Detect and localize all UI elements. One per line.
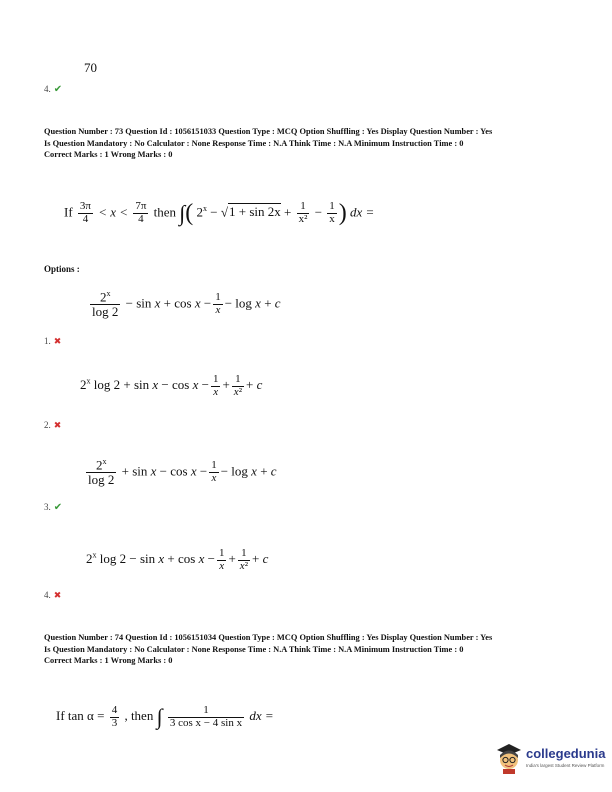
cross-icon: ✖: [53, 420, 62, 430]
option-number-label: 3.: [44, 502, 51, 512]
option-3-formula[interactable]: $\frac{2^x}{\log 2}$ + sin x − cos x − $\frac{1}{x}$ − log x + c: [88, 457, 277, 487]
numerator: 4: [111, 703, 118, 716]
superscript: x: [203, 204, 208, 214]
option-2-formula[interactable]: 2$^x$ log 2 + sin x − cos x − $\frac{1}{x}$ + $\frac{1}{\text{x²}}$ + c: [80, 373, 263, 398]
header-line: Question Number : 74 Question Id : 1056151034 Question Type : MCQ Option Shuffling : Yes Display Question Number : Yes: [44, 633, 493, 642]
fraction: [297, 201, 310, 225]
check-icon: ✔: [53, 502, 63, 513]
question-73-stem: [64, 200, 374, 227]
integral-sign: ∫: [179, 200, 186, 226]
stem-text: If: [64, 204, 73, 220]
numerator: 1: [297, 201, 310, 214]
option-number-label: 4.: [44, 84, 51, 94]
option-3-number: [44, 502, 62, 513]
fraction: [168, 705, 244, 729]
integral-sign: ∫: [156, 704, 163, 729]
logo-tagline: India's largest Student Review Platform: [526, 763, 605, 768]
page-number: 70: [84, 60, 97, 75]
fraction: $\frac{2^x}{\log 2}$: [92, 289, 119, 319]
option-4-formula[interactable]: 2$^x$ log 2 − sin x + cos x − $\frac{1}{x}$ + $\frac{1}{\text{x²}}$ + c: [86, 547, 269, 572]
check-icon: ✔: [53, 84, 63, 95]
option-1-formula[interactable]: $\frac{2^x}{\log 2}$ − sin x + cos x − $\frac{1}{x}$ − log x + c: [92, 289, 281, 319]
cross-icon: ✖: [53, 336, 62, 346]
denominator: 4: [82, 213, 89, 225]
cross-icon: ✖: [53, 590, 62, 600]
fraction: [133, 201, 148, 225]
stem-text: dx =: [249, 707, 274, 723]
question-74-stem: [56, 704, 274, 730]
fraction: $\frac{2^x}{\log 2}$: [88, 457, 115, 487]
question-74-header: [44, 632, 584, 667]
numerator: 7π: [135, 200, 147, 213]
option-4-number: [44, 590, 61, 601]
header-line: Question Number : 73 Question Id : 1056151033 Question Type : MCQ Option Shuffling : Yes Display Question Number : Yes: [44, 127, 493, 136]
stem-text: +: [284, 204, 292, 220]
fraction: [110, 705, 120, 729]
denominator: 4: [138, 213, 144, 225]
header-line: Is Question Mandatory : No Calculator : None Response Time : N.A Think Time : N.A Minimum Instruction Time : 0: [44, 644, 464, 654]
header-line: Correct Marks : 1 Wrong Marks : 0: [44, 150, 173, 160]
mascot-icon: [494, 742, 524, 774]
option-number-label: 1.: [44, 336, 51, 346]
denominator: 3 cos x − 4 sin x: [169, 716, 243, 729]
stem-text: dx =: [350, 204, 375, 220]
options-label: Options :: [44, 264, 80, 274]
stem-text: , then: [124, 707, 154, 723]
prev-option-number: [44, 84, 62, 95]
numerator: 1: [329, 200, 335, 213]
option-number-label: 4.: [44, 590, 51, 600]
fraction: [78, 201, 93, 225]
sqrt-body: 1 + sin 2x: [229, 204, 281, 220]
paren: ): [338, 200, 347, 226]
numerator: 1: [168, 705, 244, 718]
denominator: x²: [298, 213, 308, 225]
option-1-number: [44, 336, 61, 347]
fraction: [327, 201, 337, 225]
numerator: 3π: [79, 200, 91, 213]
header-line: Is Question Mandatory : No Calculator : None Response Time : N.A Think Time : N.A Minimum Instruction Time : 0: [44, 138, 464, 148]
stem-text: If tan α =: [56, 707, 105, 723]
option-number-label: 2.: [44, 420, 51, 430]
denominator: 3: [111, 716, 118, 729]
question-73-header: [44, 126, 584, 161]
header-line: Correct Marks : 1 Wrong Marks : 0: [44, 656, 173, 666]
stem-text: − √: [210, 204, 229, 220]
stem-text: then: [153, 204, 177, 220]
stem-text: 2: [196, 204, 204, 220]
logo-name: collegedunia: [526, 746, 606, 761]
denominator: x: [329, 213, 335, 225]
stem-text: < x <: [98, 204, 129, 220]
paren: (: [185, 200, 194, 226]
stem-text: −: [314, 204, 323, 220]
option-2-number: [44, 420, 61, 431]
